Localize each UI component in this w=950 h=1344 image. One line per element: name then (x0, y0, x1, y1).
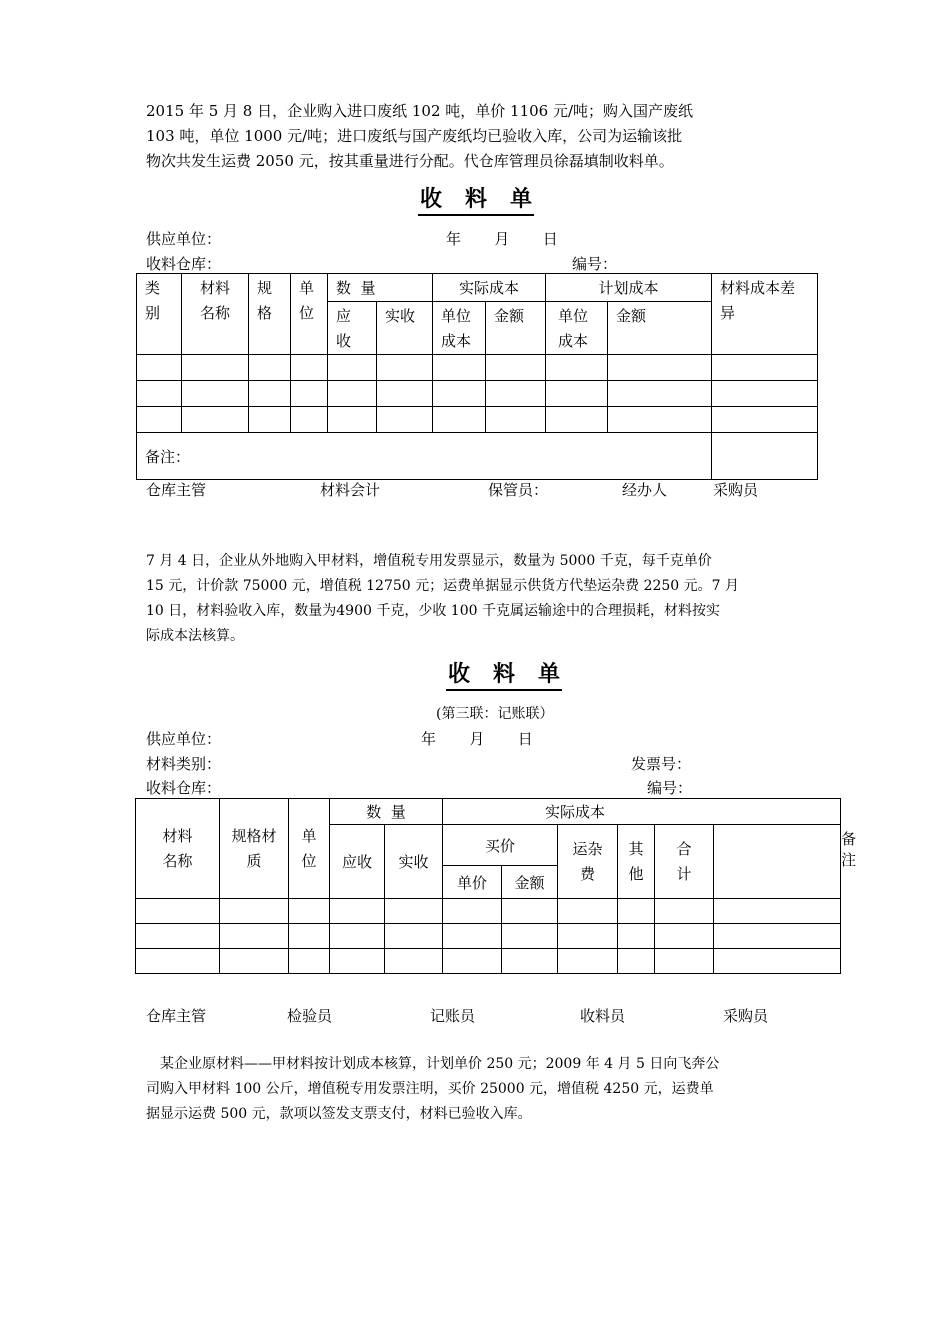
header-spec: 规 格 (249, 274, 291, 355)
form2-warehouse-label: 收料仓库： (146, 779, 222, 797)
form2-table: 材料 名称 规格材 质 单 位 数 量 实际成本 备注 应收 实收 买价 运杂 费 其 他 合 计 单价 金额 (135, 798, 841, 974)
table-row (137, 407, 818, 433)
header-quantity: 数 量 (330, 799, 443, 825)
form2-date-label: 年 月 日 (421, 730, 533, 748)
signature-receiver: 收料员 (580, 1007, 626, 1025)
header-planned-cost: 计划成本 (546, 274, 712, 302)
header-freight: 运杂 费 (558, 825, 618, 899)
header-planned-unit-cost: 单位 成本 (546, 302, 608, 355)
remarks-cell: 备注： (137, 433, 712, 480)
header-actual-cost: 实际成本 (443, 799, 841, 825)
form2-title: 收 料 单 (446, 657, 562, 691)
paragraph-2-line: 10 日，材料验收入库，数量为4900 千克，少收 100 千克属运输途中的合理损耗，材料按实 (146, 603, 720, 619)
signature-handler: 经办人 (622, 481, 668, 499)
signature-purchaser: 采购员 (713, 481, 759, 499)
paragraph-3-line: 据显示运费 500 元，款项以签发支票支付，材料已验收入库。 (146, 1106, 532, 1122)
form1-date-label: 年 月 日 (446, 230, 558, 248)
form2-supplier-label: 供应单位： (146, 730, 222, 748)
table-row (137, 381, 818, 407)
paragraph-3-line: 司购入甲材料 100 公斤，增值税专用发票注明，买价 25000 元，增值税 4250 元，运费单 (146, 1081, 714, 1097)
header-received: 实收 (385, 825, 443, 899)
header-due: 应收 (330, 825, 385, 899)
form1-supplier-label: 供应单位： (146, 230, 222, 248)
paragraph-1 (146, 99, 693, 174)
header-actual-amount: 金额 (486, 302, 546, 355)
paragraph-2-line: 15 元，计价款 75000 元，增值税 12750 元；运费单据显示供货方代垫运杂费 2250 元。7 月 (146, 578, 740, 594)
paragraph-3 (146, 1052, 719, 1127)
paragraph-2-line: 际成本法核算。 (146, 628, 244, 644)
header-actual-unit-cost: 单位 成本 (433, 302, 486, 355)
header-material-name: 材料 名称 (136, 799, 220, 899)
table-row (136, 924, 841, 949)
form1-warehouse-label: 收料仓库： (146, 255, 222, 273)
paragraph-1-line: 2015 年 5 月 8 日，企业购入进口废纸 102 吨，单价 1106 元/吨；购入国产废纸 (146, 102, 694, 120)
table-row (136, 949, 841, 974)
form2-material-type-label: 材料类别： (146, 755, 222, 773)
signature-custodian: 保管员： (488, 481, 549, 499)
header-planned-amount: 金额 (608, 302, 712, 355)
paragraph-2 (146, 549, 739, 649)
form2-number-label: 编号： (647, 779, 693, 797)
form1-number-label: 编号： (572, 255, 618, 273)
header-purchase-price: 买价 (443, 825, 558, 866)
form2-subtitle: (第三联：记账联） (436, 706, 554, 722)
header-spec-material: 规格材 质 (220, 799, 289, 899)
paragraph-3-line: 某企业原材料——甲材料按计划成本核算，计划单价 250 元；2009 年 4 月 5 日向飞奔公 (160, 1056, 720, 1072)
form2-invoice-label: 发票号： (631, 755, 692, 773)
header-unit: 单 位 (291, 274, 328, 355)
header-variance: 材料成本差 异 (712, 274, 818, 355)
paragraph-1-line: 103 吨，单位 1000 元/吨；进口废纸与国产废纸均已验收入库，公司为运输该批 (146, 127, 683, 145)
signature-warehouse-supervisor: 仓库主管 (146, 1007, 207, 1025)
header-quantity: 数 量 (328, 274, 433, 302)
paragraph-1-line: 物次共发生运费 2050 元，按其重量进行分配。代仓库管理员徐磊填制收料单。 (146, 152, 674, 170)
paragraph-2-line: 7 月 4 日，企业从外地购入甲材料，增值税专用发票显示，数量为 5000 千克，每千克单价 (146, 553, 712, 569)
header-due: 应 收 (328, 302, 377, 355)
header-received: 实收 (377, 302, 433, 355)
header-amount: 金额 (502, 866, 558, 899)
header-material-name: 材料 名称 (182, 274, 249, 355)
header-unit-price: 单价 (443, 866, 502, 899)
remarks-extra-cell (712, 433, 818, 480)
signature-inspector: 检验员 (287, 1007, 333, 1025)
signature-purchaser: 采购员 (723, 1007, 769, 1025)
header-unit: 单 位 (289, 799, 330, 899)
header-actual-cost: 实际成本 (433, 274, 546, 302)
header-category: 类 别 (137, 274, 182, 355)
form1-table (136, 273, 818, 480)
table-row (136, 899, 841, 924)
signature-material-accountant: 材料会计 (320, 481, 381, 499)
signature-warehouse-supervisor: 仓库主管 (146, 481, 207, 499)
table-row (137, 355, 818, 381)
header-other: 其 他 (618, 825, 655, 899)
header-total: 合 计 (655, 825, 714, 899)
form1-title: 收 料 单 (418, 182, 534, 216)
signature-bookkeeper: 记账员 (430, 1007, 476, 1025)
